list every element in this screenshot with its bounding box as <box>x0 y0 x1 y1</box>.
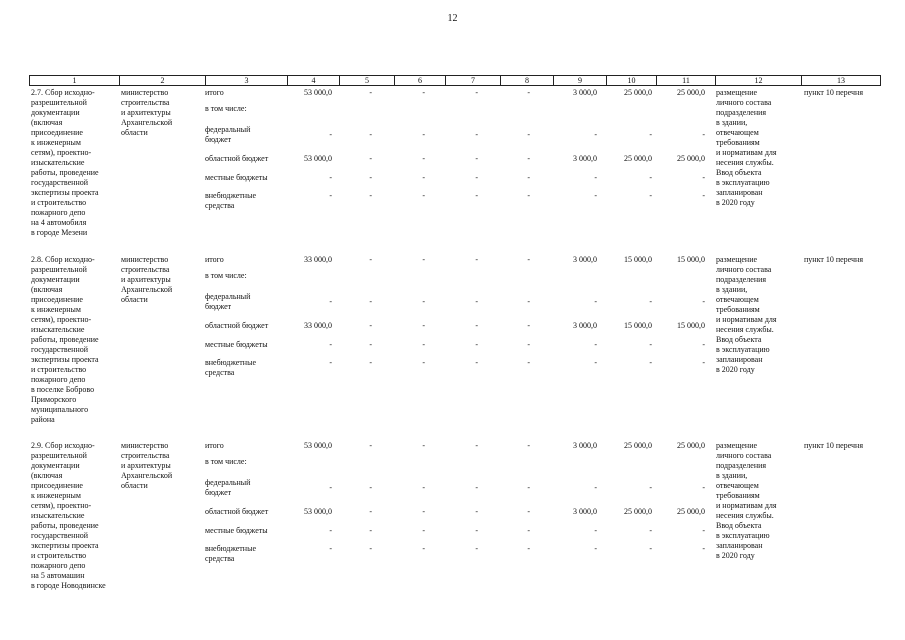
value-extra-col-9: - <box>594 358 597 367</box>
value-regional-col-7: - <box>475 321 478 330</box>
value-total-col-4: 53 000,0 <box>304 88 332 97</box>
value-local-col-9: - <box>594 340 597 349</box>
value-total-col-6: - <box>422 88 425 97</box>
value-total-col-9: 3 000,0 <box>573 88 597 97</box>
value-local-col-6: - <box>422 173 425 182</box>
value-extra-col-11: - <box>702 358 705 367</box>
value-total-col-4: 33 000,0 <box>304 255 332 264</box>
value-regional-col-8: - <box>527 507 530 516</box>
value-extra-col-7: - <box>475 544 478 553</box>
funding-source-extra: внебюджетные средства <box>205 358 256 377</box>
value-local-col-8: - <box>527 526 530 535</box>
value-total-col-6: - <box>422 441 425 450</box>
page-number: 12 <box>447 13 458 24</box>
value-regional-col-7: - <box>475 154 478 163</box>
value-total-col-8: - <box>527 441 530 450</box>
value-total-col-8: - <box>527 255 530 264</box>
header-col-4: 4 <box>287 76 339 85</box>
value-extra-col-7: - <box>475 191 478 200</box>
value-federal-col-5: - <box>369 297 372 306</box>
value-regional-col-11: 25 000,0 <box>677 507 705 516</box>
value-federal-col-6: - <box>422 483 425 492</box>
value-regional-col-5: - <box>369 154 372 163</box>
value-total-col-5: - <box>369 441 372 450</box>
value-local-col-9: - <box>594 173 597 182</box>
value-federal-col-11: - <box>702 297 705 306</box>
value-federal-col-9: - <box>594 297 597 306</box>
value-local-col-9: - <box>594 526 597 535</box>
value-local-col-6: - <box>422 340 425 349</box>
expected-result: размещение личного состава подразделения в здании, отвечающем требованиям и нормативам для несения службы. Ввод объекта в эксплуатацию запланирован в 2020 году <box>716 255 777 374</box>
header-col-8: 8 <box>500 76 553 85</box>
value-local-col-7: - <box>475 173 478 182</box>
value-total-col-4: 53 000,0 <box>304 441 332 450</box>
value-total-col-5: - <box>369 255 372 264</box>
value-extra-col-5: - <box>369 358 372 367</box>
value-extra-col-6: - <box>422 358 425 367</box>
funding-source-federal: федеральный бюджет <box>205 292 251 311</box>
value-local-col-11: - <box>702 526 705 535</box>
value-federal-col-6: - <box>422 297 425 306</box>
value-federal-col-10: - <box>649 297 652 306</box>
value-extra-col-5: - <box>369 191 372 200</box>
value-regional-col-10: 25 000,0 <box>624 507 652 516</box>
value-local-col-5: - <box>369 173 372 182</box>
funding-source-extra: внебюджетные средства <box>205 191 256 210</box>
value-local-col-11: - <box>702 173 705 182</box>
funding-source-incl: в том числе: <box>205 104 247 113</box>
funding-source-incl: в том числе: <box>205 457 247 466</box>
expected-result: размещение личного состава подразделения в здании, отвечающем требованиям и нормативам для несения службы. Ввод объекта в эксплуатацию запланирован в 2020 году <box>716 441 777 560</box>
reference: пункт 10 перечня <box>804 441 864 450</box>
value-extra-col-8: - <box>527 358 530 367</box>
value-total-col-7: - <box>475 441 478 450</box>
value-regional-col-11: 25 000,0 <box>677 154 705 163</box>
value-federal-col-4: - <box>329 483 332 492</box>
value-federal-col-8: - <box>527 297 530 306</box>
funding-source-regional: областной бюджет <box>205 154 269 163</box>
header-col-2: 2 <box>119 76 205 85</box>
value-regional-col-5: - <box>369 507 372 516</box>
value-regional-col-11: 15 000,0 <box>677 321 705 330</box>
value-total-col-7: - <box>475 88 478 97</box>
value-extra-col-9: - <box>594 544 597 553</box>
value-regional-col-8: - <box>527 154 530 163</box>
value-federal-col-7: - <box>475 130 478 139</box>
value-regional-col-9: 3 000,0 <box>573 507 597 516</box>
value-extra-col-10: - <box>649 544 652 553</box>
header-col-12: 12 <box>715 76 801 85</box>
value-extra-col-5: - <box>369 544 372 553</box>
value-federal-col-8: - <box>527 130 530 139</box>
value-local-col-10: - <box>649 526 652 535</box>
value-total-col-10: 15 000,0 <box>624 255 652 264</box>
header-col-7: 7 <box>445 76 500 85</box>
header-col-1: 1 <box>72 76 77 85</box>
funding-source-regional: областной бюджет <box>205 321 269 330</box>
value-federal-col-4: - <box>329 130 332 139</box>
funding-source-local: местные бюджеты <box>205 340 268 349</box>
funding-source-total: итого <box>205 88 224 97</box>
value-regional-col-9: 3 000,0 <box>573 321 597 330</box>
value-federal-col-6: - <box>422 130 425 139</box>
value-federal-col-4: - <box>329 297 332 306</box>
activity-title: 2.7. Сбор исходно- разрешительной документации (включая присоединение к инженерным сетям), проектно- изыскательские работы, проведение государственной экспертизы проекта и строительство пожарного депо на 4 автомобиля в городе Мезени <box>31 88 99 237</box>
reference: пункт 10 перечня <box>804 255 864 264</box>
value-regional-col-4: 33 000,0 <box>304 321 332 330</box>
funding-source-total: итого <box>205 441 224 450</box>
value-extra-col-6: - <box>422 191 425 200</box>
value-extra-col-10: - <box>649 358 652 367</box>
value-federal-col-5: - <box>369 483 372 492</box>
value-total-col-11: 25 000,0 <box>677 441 705 450</box>
executor: министерство строительства и архитектуры Архангельской области <box>121 255 173 304</box>
value-local-col-10: - <box>649 173 652 182</box>
value-regional-col-4: 53 000,0 <box>304 507 332 516</box>
value-regional-col-6: - <box>422 507 425 516</box>
value-local-col-7: - <box>475 340 478 349</box>
value-local-col-10: - <box>649 340 652 349</box>
value-extra-col-10: - <box>649 191 652 200</box>
table-header <box>29 75 881 86</box>
value-extra-col-4: - <box>329 544 332 553</box>
value-total-col-7: - <box>475 255 478 264</box>
value-regional-col-6: - <box>422 321 425 330</box>
value-federal-col-9: - <box>594 130 597 139</box>
header-col-3: 3 <box>205 76 287 85</box>
value-regional-col-6: - <box>422 154 425 163</box>
header-col-13: 13 <box>801 76 880 85</box>
value-extra-col-9: - <box>594 191 597 200</box>
value-federal-col-11: - <box>702 483 705 492</box>
value-total-col-9: 3 000,0 <box>573 255 597 264</box>
value-extra-col-8: - <box>527 191 530 200</box>
reference: пункт 10 перечня <box>804 88 864 97</box>
value-local-col-8: - <box>527 340 530 349</box>
value-total-col-8: - <box>527 88 530 97</box>
value-total-col-6: - <box>422 255 425 264</box>
value-extra-col-4: - <box>329 358 332 367</box>
value-total-col-10: 25 000,0 <box>624 441 652 450</box>
header-col-5: 5 <box>339 76 394 85</box>
header-col-10: 10 <box>606 76 656 85</box>
value-regional-col-10: 25 000,0 <box>624 154 652 163</box>
value-regional-col-9: 3 000,0 <box>573 154 597 163</box>
value-local-col-7: - <box>475 526 478 535</box>
value-federal-col-8: - <box>527 483 530 492</box>
value-regional-col-4: 53 000,0 <box>304 154 332 163</box>
value-regional-col-7: - <box>475 507 478 516</box>
value-local-col-5: - <box>369 340 372 349</box>
value-local-col-8: - <box>527 173 530 182</box>
funding-source-incl: в том числе: <box>205 271 247 280</box>
funding-source-local: местные бюджеты <box>205 173 268 182</box>
value-extra-col-11: - <box>702 191 705 200</box>
value-local-col-4: - <box>329 340 332 349</box>
funding-source-regional: областной бюджет <box>205 507 269 516</box>
funding-source-extra: внебюджетные средства <box>205 544 256 563</box>
value-federal-col-9: - <box>594 483 597 492</box>
funding-source-federal: федеральный бюджет <box>205 125 251 144</box>
value-federal-col-10: - <box>649 483 652 492</box>
value-federal-col-7: - <box>475 297 478 306</box>
activity-title: 2.9. Сбор исходно- разрешительной документации (включая присоединение к инженерным сетям), проектно- изыскательские работы, проведение государственной экспертизы проекта и строительство пожарного депо на 5 автомашин в городе Новодвинске <box>31 441 106 590</box>
activity-title: 2.8. Сбор исходно- разрешительной документации (включая присоединение к инженерным сетям), проектно- изыскательские работы, проведение государственной экспертизы проекта и строительство пожарного депо в поселке Боброво Приморского муниципального района <box>31 255 99 424</box>
value-regional-col-8: - <box>527 321 530 330</box>
value-extra-col-6: - <box>422 544 425 553</box>
funding-source-total: итого <box>205 255 224 264</box>
value-extra-col-11: - <box>702 544 705 553</box>
value-regional-col-10: 15 000,0 <box>624 321 652 330</box>
funding-source-federal: федеральный бюджет <box>205 478 251 497</box>
executor: министерство строительства и архитектуры Архангельской области <box>121 88 173 137</box>
value-local-col-4: - <box>329 526 332 535</box>
value-extra-col-7: - <box>475 358 478 367</box>
value-federal-col-5: - <box>369 130 372 139</box>
value-total-col-5: - <box>369 88 372 97</box>
value-regional-col-5: - <box>369 321 372 330</box>
value-extra-col-4: - <box>329 191 332 200</box>
value-total-col-9: 3 000,0 <box>573 441 597 450</box>
value-federal-col-11: - <box>702 130 705 139</box>
value-total-col-11: 25 000,0 <box>677 88 705 97</box>
value-local-col-5: - <box>369 526 372 535</box>
value-local-col-11: - <box>702 340 705 349</box>
value-federal-col-7: - <box>475 483 478 492</box>
header-col-6: 6 <box>394 76 445 85</box>
value-extra-col-8: - <box>527 544 530 553</box>
header-col-9: 9 <box>553 76 606 85</box>
value-local-col-6: - <box>422 526 425 535</box>
value-total-col-11: 15 000,0 <box>677 255 705 264</box>
value-total-col-10: 25 000,0 <box>624 88 652 97</box>
executor: министерство строительства и архитектуры Архангельской области <box>121 441 173 490</box>
funding-source-local: местные бюджеты <box>205 526 268 535</box>
value-federal-col-10: - <box>649 130 652 139</box>
header-col-11: 11 <box>656 76 715 85</box>
value-local-col-4: - <box>329 173 332 182</box>
expected-result: размещение личного состава подразделения в здании, отвечающем требованиям и нормативам для несения службы. Ввод объекта в эксплуатацию запланирован в 2020 году <box>716 88 777 207</box>
